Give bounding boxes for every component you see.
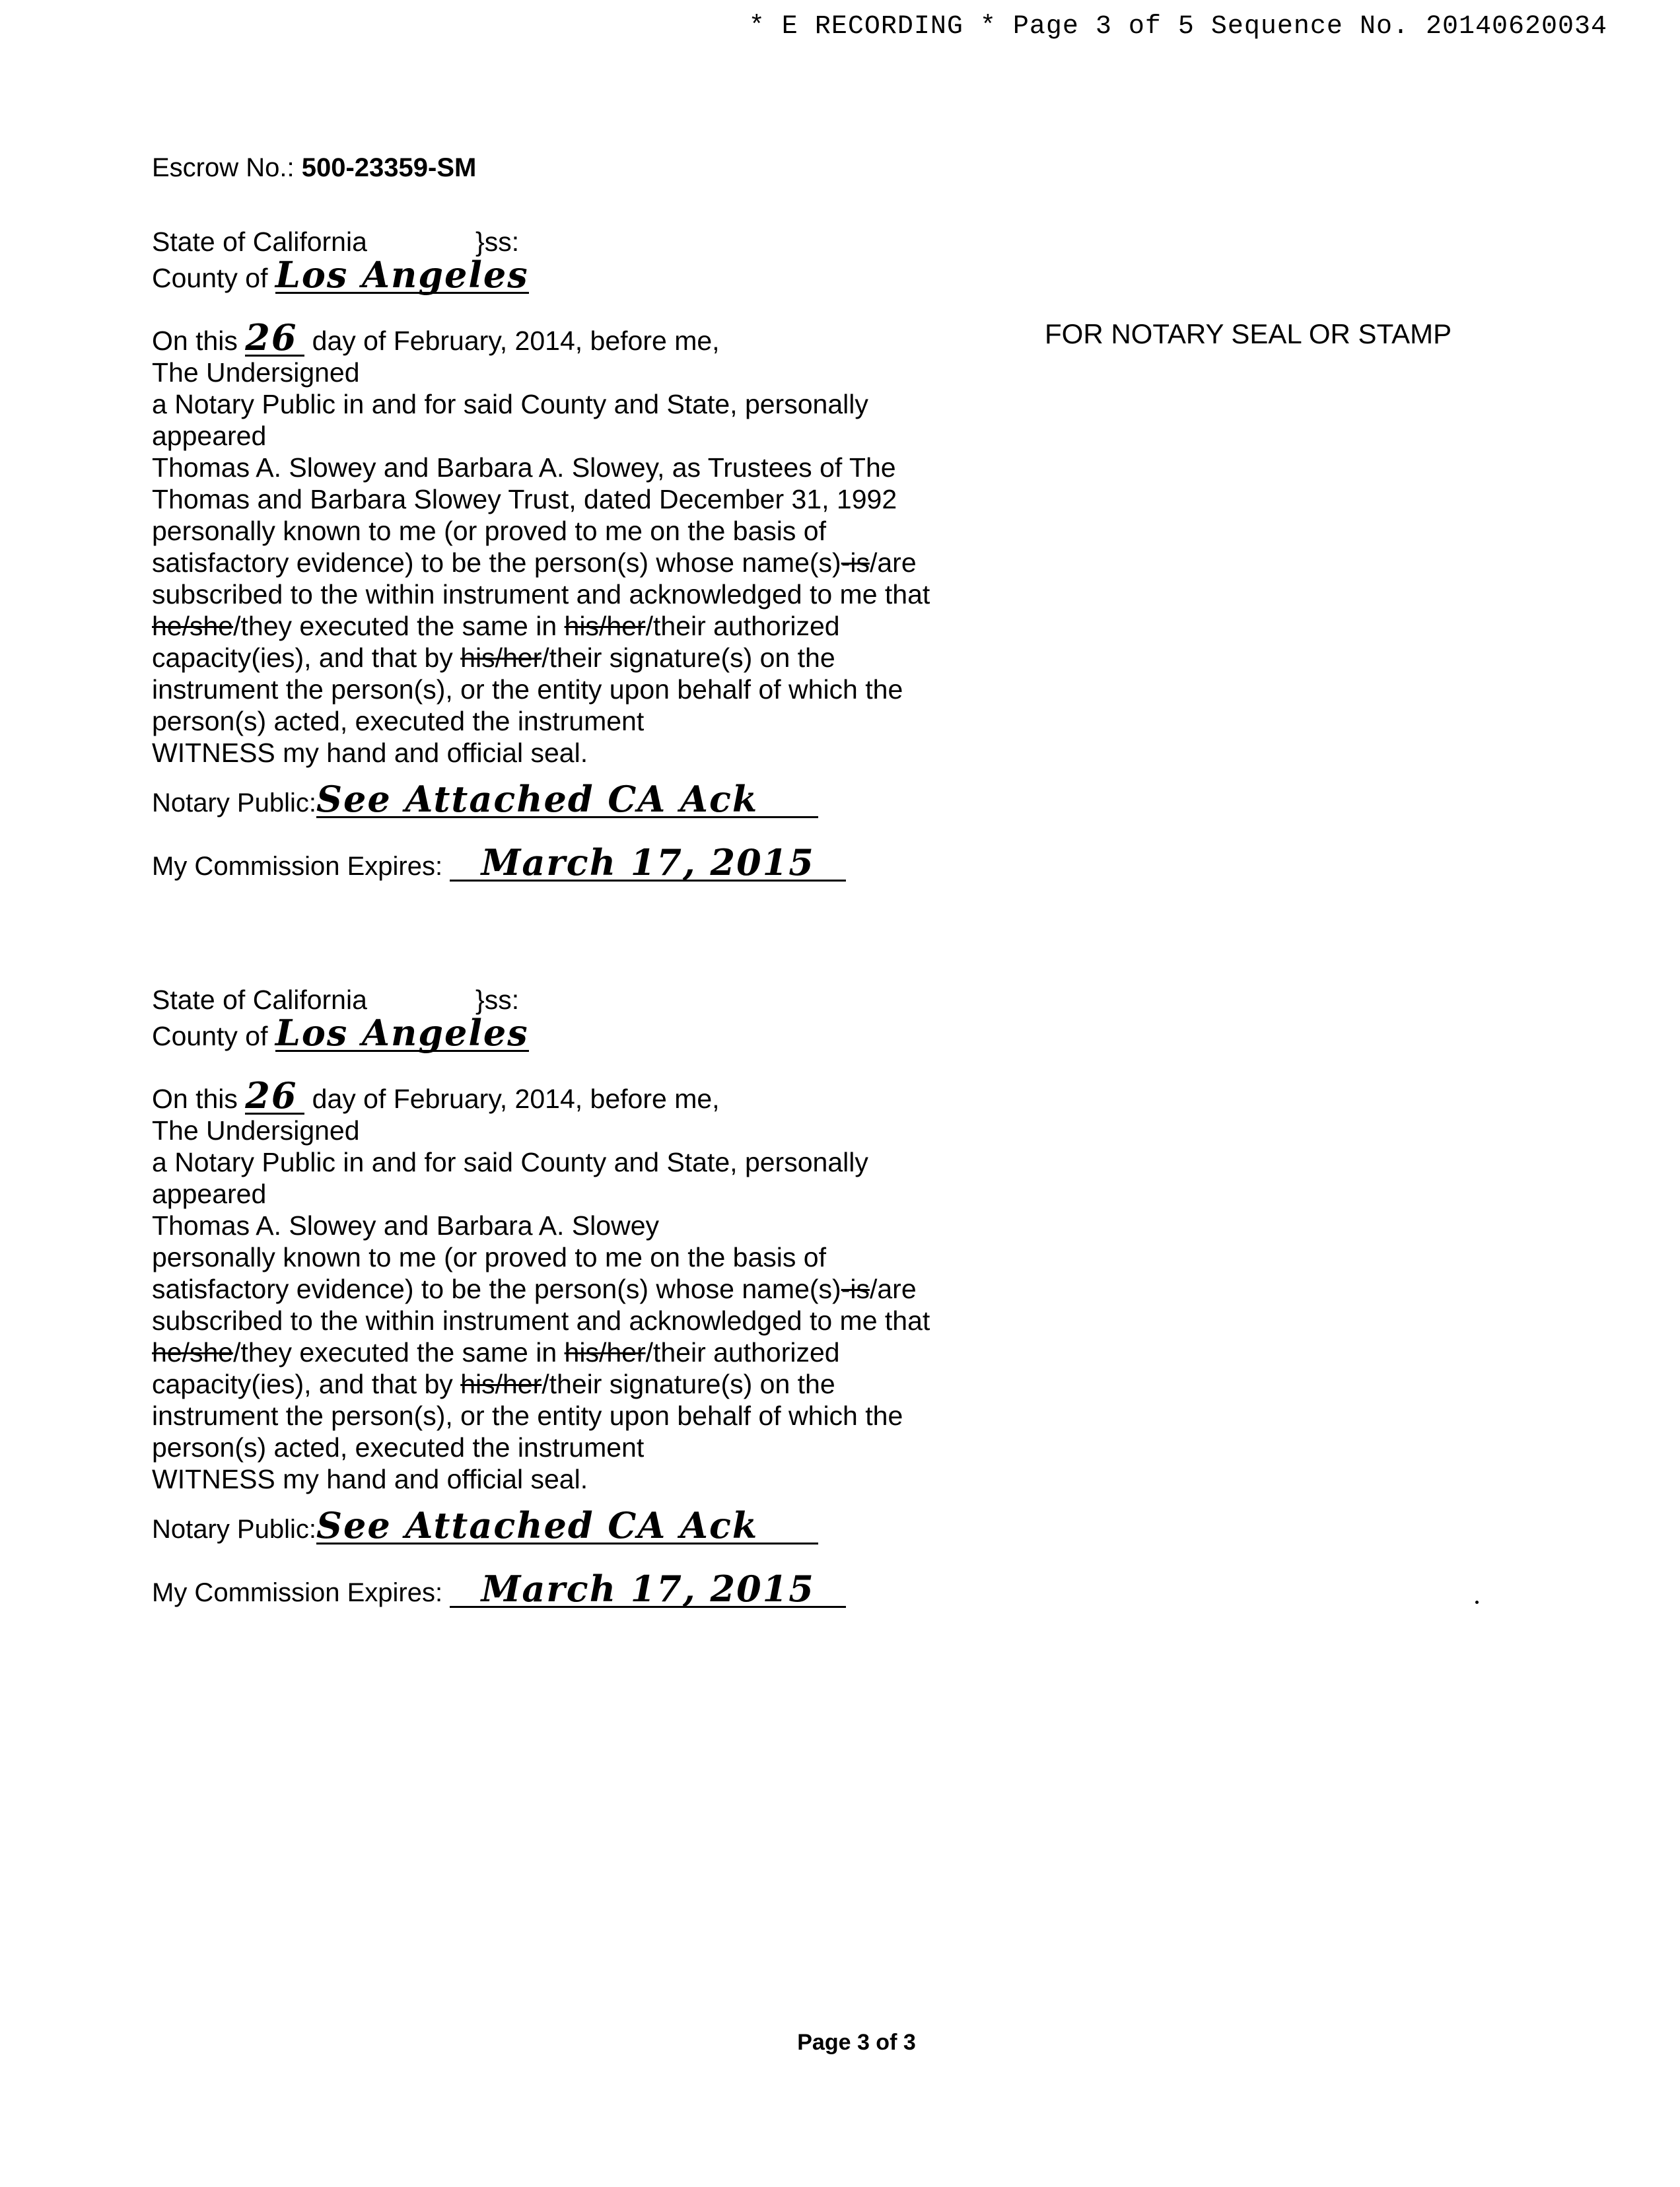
subscribed-line: subscribed to the within instrument and acknowledged to me that xyxy=(152,1305,930,1336)
commission-label: My Commission Expires: xyxy=(152,1578,450,1607)
names-line-2: Thomas and Barbara Slowey Trust, dated December 31, 1992 xyxy=(152,484,897,514)
day-handwritten: 26 xyxy=(245,1078,304,1115)
county-label: County of xyxy=(152,1021,275,1051)
struck-his-her: his/her xyxy=(564,1337,646,1368)
authorized-text: /their authorized xyxy=(645,611,840,641)
notary-public-handwritten: See Attached CA Ack xyxy=(316,1508,818,1545)
capacity-text: capacity(ies), and that by xyxy=(152,642,461,673)
county-handwritten: Los Angeles xyxy=(275,1012,529,1054)
notary-public-label: Notary Public: xyxy=(152,1515,316,1544)
struck-he-she: he/she xyxy=(152,1337,234,1368)
state-line: State of California xyxy=(152,226,367,257)
struck-he-she: he/she xyxy=(152,611,234,641)
ss-marker: }ss: xyxy=(475,985,520,1015)
day-rest: day of February, 2014, before me, xyxy=(304,326,720,356)
recording-header: * E RECORDING * Page 3 of 5 Sequence No. 20140620034 xyxy=(748,12,1607,42)
acted-line: person(s) acted, executed the instrument xyxy=(152,706,645,736)
notary-public-handwritten: See Attached CA Ack xyxy=(316,782,818,818)
page-footer: Page 3 of 3 xyxy=(797,2030,916,2055)
evidence-text: satisfactory evidence) to be the person(s) whose name(s) xyxy=(152,547,841,578)
notary-seal-label: FOR NOTARY SEAL OR STAMP xyxy=(1045,318,1452,349)
day-rest: day of February, 2014, before me, xyxy=(304,1084,720,1114)
on-this-label: On this xyxy=(152,1084,246,1114)
are-text: /are xyxy=(869,1274,917,1304)
struck-his-her-2: his/her xyxy=(460,1369,542,1399)
escrow-label: Escrow No.: xyxy=(152,153,302,182)
acted-line: person(s) acted, executed the instrument xyxy=(152,1432,645,1463)
appeared-line: appeared xyxy=(152,421,267,451)
acknowledgment-block-1 xyxy=(152,226,977,909)
evidence-text: satisfactory evidence) to be the person(s) whose name(s) xyxy=(152,1274,841,1304)
appeared-line: appeared xyxy=(152,1179,267,1209)
subscribed-line: subscribed to the within instrument and acknowledged to me that xyxy=(152,579,930,609)
undersigned-line: The Undersigned xyxy=(152,357,360,388)
struck-his-her-2: his/her xyxy=(460,642,542,673)
names-line-1: Thomas A. Slowey and Barbara A. Slowey xyxy=(152,1210,660,1241)
signature-text: /their signature(s) on the xyxy=(542,642,835,673)
county-handwritten: Los Angeles xyxy=(275,254,529,296)
escrow-value: 500-23359-SM xyxy=(301,153,477,182)
witness-line: WITNESS my hand and official seal. xyxy=(152,738,588,768)
stray-mark xyxy=(1475,1601,1479,1604)
notary-public-row xyxy=(152,1504,977,1572)
ss-marker: }ss: xyxy=(475,226,520,257)
personally-known-line: personally known to me (or proved to me on the basis of xyxy=(152,1242,826,1272)
they-text: /they executed the same in xyxy=(233,611,565,641)
are-text: /are xyxy=(869,547,917,578)
notary-public-row xyxy=(152,778,977,845)
on-this-label: On this xyxy=(152,326,246,356)
names-line-1: Thomas A. Slowey and Barbara A. Slowey, as Trustees of The xyxy=(152,452,896,483)
county-label: County of xyxy=(152,263,275,293)
struck-is: -is xyxy=(841,1274,870,1304)
authorized-text: /their authorized xyxy=(645,1337,840,1368)
notary-public-label: Notary Public: xyxy=(152,788,316,817)
day-handwritten: 26 xyxy=(245,320,304,357)
notary-line: a Notary Public in and for said County and State, personally xyxy=(152,389,868,419)
commission-row xyxy=(152,1568,977,1635)
signature-text: /their signature(s) on the xyxy=(542,1369,835,1399)
instrument-line: instrument the person(s), or the entity upon behalf of which the xyxy=(152,1401,903,1431)
commission-handwritten: March 17, 2015 xyxy=(450,845,846,882)
capacity-text: capacity(ies), and that by xyxy=(152,1369,461,1399)
acknowledgment-block-2 xyxy=(152,984,977,1635)
they-text: /they executed the same in xyxy=(233,1337,565,1368)
struck-his-her: his/her xyxy=(564,611,646,641)
witness-line: WITNESS my hand and official seal. xyxy=(152,1464,588,1494)
commission-row xyxy=(152,841,977,909)
instrument-line: instrument the person(s), or the entity upon behalf of which the xyxy=(152,674,903,705)
commission-handwritten: March 17, 2015 xyxy=(450,1572,846,1608)
commission-label: My Commission Expires: xyxy=(152,852,450,881)
notary-line: a Notary Public in and for said County and State, personally xyxy=(152,1147,868,1177)
struck-is: -is xyxy=(841,547,870,578)
personally-known-line: personally known to me (or proved to me on the basis of xyxy=(152,516,826,546)
undersigned-line: The Undersigned xyxy=(152,1115,360,1146)
escrow-number xyxy=(152,153,476,183)
state-line: State of California xyxy=(152,985,367,1015)
